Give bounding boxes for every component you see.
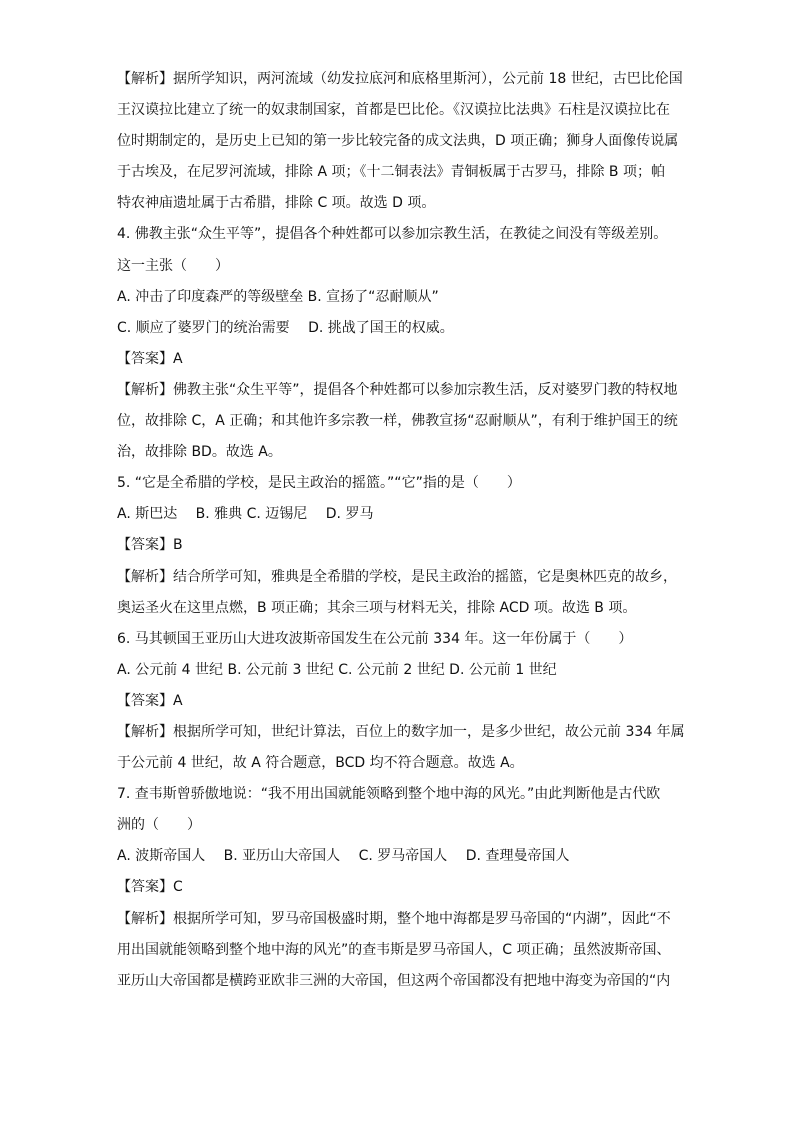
- analysis-q5-line-1: 【解析】结合所学可知，雅典是全希腊的学校，是民主政治的摇篮，它是奥林匹克的故乡，: [117, 568, 677, 585]
- question-7-stem-line-2: 洲的（ ）: [117, 817, 201, 834]
- question-4-options-ab: A. 冲击了印度森严的等级壁垒 B. 宣扬了“忍耐顺从”: [117, 288, 439, 305]
- analysis-q3-line-4: 于古埃及，在尼罗河流域，排除 A 项；《十二铜表法》青铜板属于古罗马，排除 B 项；帕: [117, 164, 665, 181]
- analysis-q6-line-2: 于公元前 4 世纪，故 A 符合题意，BCD 均不符合题意。故选 A。: [117, 755, 524, 772]
- question-5-options: A. 斯巴达 B. 雅典 C. 迈锡尼 D. 罗马: [117, 506, 374, 523]
- analysis-q4-line-3: 治，故排除 BD。故选 A。: [117, 444, 282, 461]
- question-4-answer: 【答案】A: [117, 350, 183, 367]
- question-6-answer: 【答案】A: [117, 692, 183, 709]
- question-4-stem-line-1: 4. 佛教主张“众生平等”，提倡各个种姓都可以参加宗教生活，在教徒之间没有等级差别。: [117, 226, 668, 243]
- question-5-answer: 【答案】B: [117, 537, 183, 554]
- analysis-q7-line-3: 亚历山大帝国都是横跨亚欧非三洲的大帝国，但这两个帝国都没有把地中海变为帝国的“内: [117, 972, 671, 989]
- analysis-q5-line-2: 奥运圣火在这里点燃，B 项正确；其余三项与材料无关，排除 ACD 项。故选 B 项。: [117, 599, 637, 616]
- question-4-stem-line-2: 这一主张（ ）: [117, 257, 229, 274]
- document-page: [117, 64, 685, 997]
- question-5-stem: 5. “它是全希腊的学校，是民主政治的摇篮。”“它”指的是（ ）: [117, 475, 521, 492]
- analysis-q7-line-2: 用出国就能领略到整个地中海的风光”的查韦斯是罗马帝国人，C 项正确；虽然波斯帝国、: [117, 941, 671, 958]
- question-7-stem-line-1: 7. 查韦斯曾骄傲地说：“我不用出国就能领略到整个地中海的风光。”由此判断他是古代欧: [117, 786, 661, 803]
- question-4-options-cd: C. 顺应了婆罗门的统治需要 D. 挑战了国王的权威。: [117, 319, 454, 336]
- question-6-stem: 6. 马其顿国王亚历山大进攻波斯帝国发生在公元前 334 年。这一年份属于（ ）: [117, 630, 633, 647]
- analysis-q7-line-1: 【解析】根据所学可知，罗马帝国极盛时期，整个地中海都是罗马帝国的“内湖”，因此“不: [117, 910, 671, 927]
- analysis-q6-line-1: 【解析】根据所学可知，世纪计算法，百位上的数字加一，是多少世纪，故公元前 334 年属: [117, 723, 685, 740]
- question-7-options: A. 波斯帝国人 B. 亚历山大帝国人 C. 罗马帝国人 D. 查理曼帝国人: [117, 848, 570, 865]
- analysis-q4-line-1: 【解析】佛教主张“众生平等”，提倡各个种姓都可以参加宗教生活，反对婆罗门教的特权地: [117, 381, 678, 398]
- analysis-q3-line-2: 王汉谟拉比建立了统一的奴隶制国家，首都是巴比伦。《汉谟拉比法典》石柱是汉谟拉比在: [117, 102, 670, 119]
- analysis-q3-line-5: 特农神庙遗址属于古希腊，排除 C 项。故选 D 项。: [117, 195, 436, 212]
- analysis-q3-line-3: 位时期制定的，是历史上已知的第一步比较完备的成文法典，D 项正确；狮身人面像传说属: [117, 133, 679, 150]
- question-6-options: A. 公元前 4 世纪 B. 公元前 3 世纪 C. 公元前 2 世纪 D. 公元前 1 世纪: [117, 661, 557, 678]
- question-7-answer: 【答案】C: [117, 879, 183, 896]
- analysis-q4-line-2: 位，故排除 C，A 正确；和其他许多宗教一样，佛教宣扬“忍耐顺从”，有利于维护国王的统: [117, 413, 678, 430]
- analysis-q3-line-1: 【解析】据所学知识，两河流域（幼发拉底河和底格里斯河），公元前 18 世纪，古巴比伦国: [117, 71, 683, 87]
